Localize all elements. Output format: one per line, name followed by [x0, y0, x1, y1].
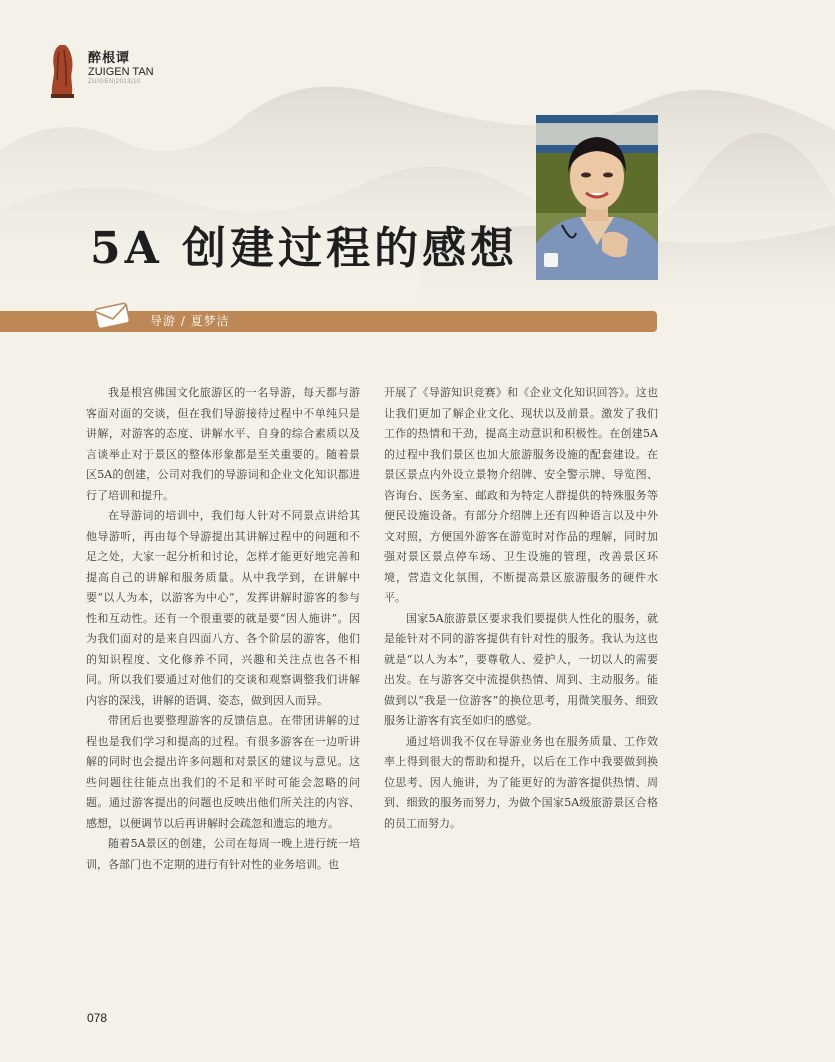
root-carving-icon [48, 42, 78, 100]
article-paragraph: 带团后也要整理游客的反馈信息。在带团讲解的过程也是我们学习和提高的过程。有很多游客在一边听讲解的同时也会提出许多问题和对景区的建议与意见。这些问题往往能点出我们的不足和平时可能会忽略的问题。通过游客提出的问题也反映出他们所关注的内容、感想，以便调节以后再讲解时会疏忽和遗忘的地方。 [86, 714, 360, 830]
issue-info: ZUIGEN|2013|10 [88, 79, 141, 85]
brand-chinese-name: 醉根谭 [88, 51, 131, 66]
article-paragraph: 随着5A景区的创建，公司在每周一晚上进行统一培训，各部门也不定期的进行有针对性的业务培训。也 [86, 837, 360, 871]
article-paragraph: 通过培训我不仅在导游业务也在服务质量、工作效率上得到很大的帮助和提升，以后在工作中我要做到换位思考、因人施讲，为了能更好的为游客提供热情、周到、细致的服务而努力，为做个国家5A级旅游景区合格的员工而努力。 [384, 734, 658, 830]
author-byline: 导游 / 夏梦洁 [150, 314, 230, 328]
article-left-column [86, 383, 360, 875]
article-title: 5A 创建过程的感想 [90, 223, 519, 274]
page-number: 078 [87, 1011, 108, 1025]
article-paragraph: 开展了《导游知识竞赛》和《企业文化知识回答》。这也让我们更加了解企业文化、现状以及前景。激发了我们工作的热情和干劲，提高主动意识和积极性。在创建5A的过程中我们景区也加大旅游服务设施的配套建设。在景区景点内外设立景物介绍牌、安全警示牌、导览图、咨询台、医务室、邮政和为特定人群提供的特殊服务等便民设施设备。有部分介绍牌上还有四种语言以及中外文对照，方便国外游客在游览时对作品的理解，同时加强对景区景点停车场、卫生设施的管理，改善景区环境，营造文化氛围，不断提高景区旅游服务的硬件水平。 [384, 386, 658, 604]
article-paragraph: 国家5A旅游景区要求我们要提供人性化的服务，就是能针对不同的游客提供有针对性的服务。我认为这也就是“以人为本”，要尊敬人、爱护人，一切以人的需要出发。在与游客交中流提供热情、周到、主动服务。能做到以“我是一位游客”的换位思考，用微笑服务、细致服务让游客有宾至如归的感觉。 [384, 611, 658, 727]
article-right-column [384, 383, 658, 834]
article-paragraph: 我是根宫佛国文化旅游区的一名导游，每天都与游客面对面的交谈，但在我们导游接待过程中不单纯只是讲解，对游客的态度、讲解水平、自身的综合素质以及言谈举止对于景区的整体形象都是至关重要的。随着景区5A的创建，公司对我们的导游词和企业文化知识都进行了培训和提升。 [86, 386, 360, 502]
brand-english-name: ZUIGEN TAN [88, 66, 154, 78]
magazine-logo [48, 42, 178, 102]
article-paragraph: 在导游词的培训中，我们每人针对不同景点讲给其他导游听，再由每个导游提出其讲解过程中的问题和不足之处，大家一起分析和讨论，怎样才能更好地完善和提高自己的讲解和服务质量。从中我学到，在讲解中要“以人为本，以游客为中心”，发挥讲解时游客的参与性和互动性。还有一个很重要的就是要“因人施讲”。因为我们面对的是来自四面八方、各个阶层的游客，他们的知识程度、文化修养不同，兴趣和关注点也各不相同。所以我们要通过对他们的交谈和观察调整我们讲解内容的深浅，讲解的语调、姿态，做到因人而异。 [86, 509, 360, 707]
envelope-icon [92, 300, 132, 330]
author-photo [536, 115, 658, 280]
